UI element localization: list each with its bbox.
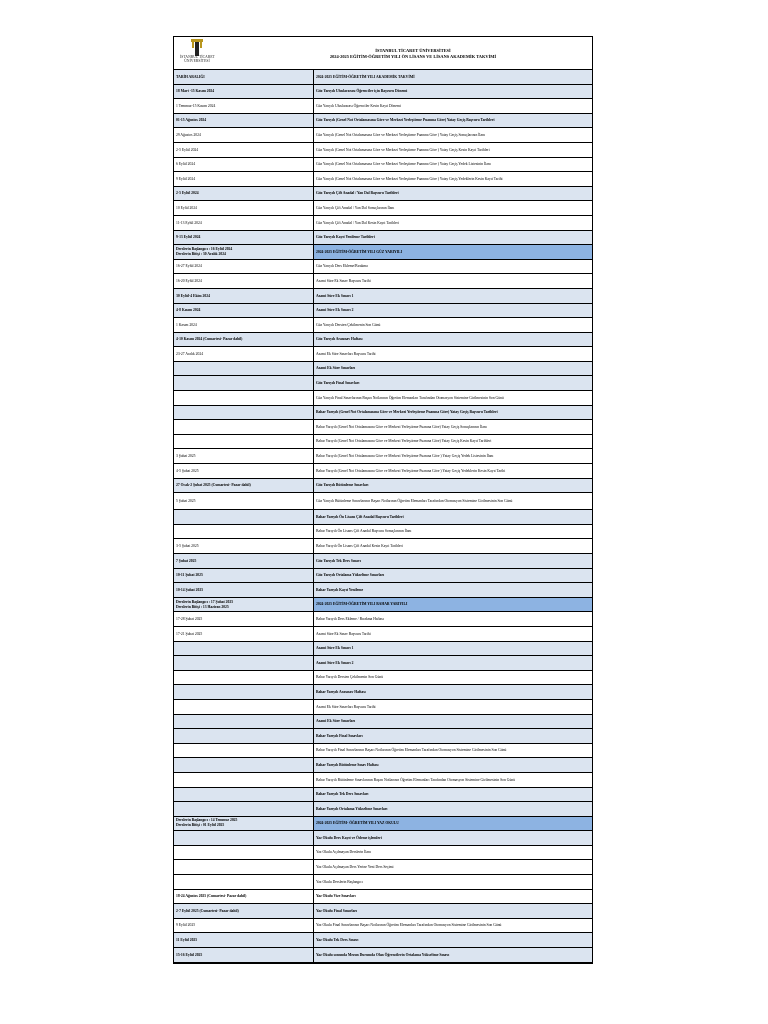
event-cell: Bahar Yarıyılı (Genel Not Ortalamasına Göre ve Merkezi Yerleştirme Puanına Göre ) Yatay Geçiş Yedeklerin Kesin Kayıt Tarihi: [314, 464, 593, 479]
date-cell: [174, 729, 314, 744]
event-cell: Bahar Yarıyılı Ders Ekleme / Bırakma Haftası: [314, 612, 593, 627]
event-cell: Bahar Yarıyılı Ön Lisans Çift Anadal Kesin Kayıt Tarihleri: [314, 539, 593, 554]
event-cell: Güz Yarıyılı Ortalama Yükseltme Sınavları: [314, 568, 593, 583]
event-cell: Yaz Okulu Tek Ders Sınavı: [314, 933, 593, 948]
event-cell: Azami Süre Ek Sınavı 2: [314, 303, 593, 318]
event-cell: Bahar Yarıyılı Ön Lisans Çift Anadal Başvuru Tarihleri: [314, 510, 593, 525]
event-cell: Azami Ek Süre Sınavları: [314, 361, 593, 376]
date-cell: 5 Şubat 2025: [174, 493, 314, 510]
table-row: [174, 186, 592, 201]
date-cell: 17-21 Şubat 2025: [174, 626, 314, 641]
date-cell: [174, 391, 314, 406]
logo-text-line1: İSTANBUL TİCARET: [180, 55, 215, 59]
semester-start: Derslerin Başlangıcı : 17 Şubat 2025: [176, 599, 234, 604]
event-cell: Güz Yarıyılı Dersten Çekilmenin Son Günü: [314, 318, 593, 333]
table-row: [174, 464, 592, 479]
table-row: [174, 860, 592, 875]
date-cell: 18 Mart -15 Kasım 2024: [174, 84, 314, 99]
calendar-title: 2024-2025 EĞİTİM-ÖĞRETİM YILI ÖN LİSANS VE LİSANS AKADEMİK TAKVİMİ: [329, 54, 497, 59]
event-cell: 2024-2025 EĞİTİM-ÖĞRETİM YILI AKADEMİK TAKVİMİ: [314, 70, 593, 84]
event-cell: Güz Yarıyılı Çift Anadal / Yan Dal Kesin Kayıt Tarihleri: [314, 215, 593, 230]
table-row: [174, 434, 592, 449]
event-cell: 2024-2025 EĞİTİM-ÖĞRETİM YILI BAHAR YARIYILI: [314, 597, 593, 612]
date-cell: [174, 758, 314, 773]
date-cell: 9 Eylül 2025: [174, 918, 314, 933]
table-row: [174, 904, 592, 919]
date-cell: 2-7 Eylül 2025 (Cumartesi- Pazar dahil): [174, 904, 314, 919]
event-cell: 2024-2025 EĞİTİM-ÖĞRETİM YILI GÜZ YARIYILI: [314, 245, 593, 260]
event-cell: Güz Yarıyılı Final Sınavlarının Başarı Notlarının Öğretim Elemanları Tarafından Otomasyon Sistemine Girilmesinin Son Günü: [314, 391, 593, 406]
tower-logo-icon: [190, 39, 204, 56]
table-row: [174, 729, 592, 744]
date-cell: 3-5 Şubat 2025: [174, 539, 314, 554]
university-logo: [180, 39, 214, 67]
table-row: [174, 656, 592, 671]
semester-start: Derslerin Başlangıcı : 16 Eylül 2024: [176, 246, 233, 251]
date-cell: [174, 670, 314, 685]
table-row: [174, 172, 592, 187]
table-row: [174, 347, 592, 362]
table-row: [174, 933, 592, 948]
event-cell: Yaz Okulu Ders Kayıt ve Ödeme işlemleri: [314, 831, 593, 846]
event-cell: Bahar Yarıyılı Ortalama Yükseltme Sınavları: [314, 802, 593, 817]
table-row: [174, 612, 592, 627]
table-row: [174, 918, 592, 933]
date-cell: [174, 699, 314, 714]
table-row: [174, 802, 592, 817]
event-cell: Bahar Yarıyılı (Genel Not Ortalamasına Göre ve Merkezi Yerleştirme Puanına Göre) Yatay Geçiş Sonuçlarının İlanı: [314, 420, 593, 435]
event-cell: Azami Süre Ek Sınav Başvuru Tarihi: [314, 626, 593, 641]
event-cell: Yaz Okulu Vize Sınavları: [314, 889, 593, 904]
table-row: [174, 405, 592, 420]
date-cell: [174, 420, 314, 435]
academic-calendar-document: [173, 36, 593, 964]
date-cell: 3 Şubat 2025: [174, 449, 314, 464]
table-row: [174, 493, 592, 510]
date-cell: 15-16 Eylül 2025: [174, 948, 314, 963]
logo-text-line2: ÜNİVERSİTESİ: [184, 58, 210, 63]
event-cell: Güz Yarıyılı (Genel Not Ortalamasına Göre ve Merkezi Yerleştirme Puanına Göre ) Yatay Geçiş Yedeklerin Kesin Kayıt Tarihi: [314, 172, 593, 187]
event-cell: Bahar Yarıyılı Arasınav Haftası: [314, 685, 593, 700]
semester-header-row: [174, 597, 592, 612]
event-cell: Yaz Okulu Açılmayan Derslerin İlanı: [314, 845, 593, 860]
date-cell: 10-14 Şubat 2025: [174, 583, 314, 598]
table-row: [174, 743, 592, 758]
semester-header-row: [174, 245, 592, 260]
date-cell: [174, 405, 314, 420]
table-row: [174, 142, 592, 157]
date-cell: 4-10 Kasım 2024 (Cumartesi- Pazar dahil): [174, 332, 314, 347]
event-cell: Yaz Okulu Derslerin Başlangıcı: [314, 875, 593, 890]
semester-end: Derslerin Bitişi : 01 Eylül 2025: [176, 823, 225, 828]
table-row: [174, 948, 592, 963]
event-cell: 2024-2025 EĞİTİM- ÖĞRETİM YILI YAZ OKULU: [314, 816, 593, 831]
event-cell: Güz Yarıyılı Çift Anadal / Yan Dal Sonuçlarının İlanı: [314, 201, 593, 216]
date-cell: 23-27 Aralık 2024: [174, 347, 314, 362]
semester-start: Derslerin Başlangıcı : 14 Temmuz 2025: [176, 818, 238, 823]
date-cell: [174, 845, 314, 860]
table-row: [174, 583, 592, 598]
event-cell: Güz Yarıyılı (Genel Not Ortalamasına Göre ve Merkezi Yerleştirme Puanına Göre ) Yatay Geçiş Sonuçlarının İlanı: [314, 128, 593, 143]
table-row: [174, 70, 592, 84]
semester-end: Derslerin Bitişi : 13 Haziran 2025: [176, 604, 229, 609]
table-row: [174, 758, 592, 773]
date-cell: [174, 787, 314, 802]
event-cell: Güz Yarıyılı Uluslararası Öğrenciler için Başvuru Dönemi: [314, 84, 593, 99]
event-cell: Güz Yarıyılı Çift Anadal / Yan Dal Başvuru Tarihleri: [314, 186, 593, 201]
event-cell: Azami Ek Süre Sınavları: [314, 714, 593, 729]
date-cell: 16-27 Eylül 2024: [174, 259, 314, 274]
event-cell: Güz Yarıyılı Arasınav Haftası: [314, 332, 593, 347]
event-cell: Bahar Yarıyılı Final Sınavları: [314, 729, 593, 744]
event-cell: Bahar Yarıyılı Tek Ders Sınavları: [314, 787, 593, 802]
date-cell: 10-11 Şubat 2025: [174, 568, 314, 583]
table-row: [174, 670, 592, 685]
date-cell: [174, 772, 314, 787]
table-row: [174, 478, 592, 493]
date-cell: 11-13 Eylül 2024: [174, 215, 314, 230]
table-row: [174, 626, 592, 641]
event-cell: Bahar Yarıyılı Final Sınavlarının Başarı Notlarının Öğretim Elemanları Tarafından Otomasyon Sistemine Girilmesinin Son Günü: [314, 743, 593, 758]
semester-end: Derslerin Bitişi : 30 Aralık 2024: [176, 251, 226, 256]
table-row: [174, 318, 592, 333]
event-cell: Güz Yarıyılı (Genel Not Ortalamasına Göre ve Merkezi Yerleştirme Puanına Göre ) Yatay Geçiş Kesin Kayıt Tarihleri: [314, 142, 593, 157]
table-row: [174, 772, 592, 787]
date-cell: 2-5 Eylül 2024: [174, 142, 314, 157]
table-row: [174, 685, 592, 700]
date-cell: 18-24 Ağustos 2025 (Cumartesi- Pazar dahil): [174, 889, 314, 904]
date-cell: 2-5 Eylül 2024: [174, 186, 314, 201]
event-cell: Azami Süre Ek Sınavı 1: [314, 288, 593, 303]
date-cell: [174, 743, 314, 758]
event-cell: Güz Yarıyılı (Genel Not Ortalamasına Göre ve Merkezi Yerleştirme Puanına Göre) Yatay Geçiş Başvuru Tarihleri: [314, 113, 593, 128]
event-cell: Yaz Okulu Final Sınavlarının Başarı Notlarının Öğretim Elemanları Tarafından Otomasyon Sistemine Girilmesinin Son Günü: [314, 918, 593, 933]
event-cell: Güz Yarıyılı Bütünleme Sınavlarının Başarı Notlarının Öğretim Elemanları Tarafından Otomasyon Sistemine Girilmesinin Son Günü: [314, 493, 593, 510]
date-cell: [174, 510, 314, 525]
event-cell: Güz Yarıyılı Kayıt Yenileme Tarihleri: [314, 230, 593, 245]
date-cell: 4-8 Kasım 2024: [174, 303, 314, 318]
date-cell: [174, 656, 314, 671]
table-row: [174, 831, 592, 846]
table-row: [174, 303, 592, 318]
calendar-table: [174, 70, 592, 963]
date-cell: 16-20 Eylül 2024: [174, 274, 314, 289]
event-cell: Güz Yarıyılı Uluslararası Öğrenciler Kesin Kayıt Dönemi: [314, 99, 593, 114]
table-row: [174, 113, 592, 128]
table-row: [174, 259, 592, 274]
date-cell: [174, 831, 314, 846]
semester-header-row: [174, 816, 592, 831]
table-row: [174, 539, 592, 554]
date-cell: 9-13 Eylül 2024: [174, 230, 314, 245]
table-row: [174, 714, 592, 729]
table-row: [174, 84, 592, 99]
event-cell: Güz Yarıyılı Final Sınavları: [314, 376, 593, 391]
event-cell: Yaz Okulu Açılmayan Ders Yerine Yeni Ders Seçimi: [314, 860, 593, 875]
date-cell: [174, 641, 314, 656]
event-cell: Azami Ek Süre Sınavları Başvuru Tarihi: [314, 347, 593, 362]
table-row: [174, 201, 592, 216]
event-cell: Bahar Yarıyılı Dersten Çekilmenin Son Günü: [314, 670, 593, 685]
table-row: [174, 376, 592, 391]
date-cell: 29 Ağustos 2024: [174, 128, 314, 143]
table-row: [174, 568, 592, 583]
table-row: [174, 128, 592, 143]
date-cell: [174, 860, 314, 875]
date-cell: 01-15 Ağustos 2024: [174, 113, 314, 128]
date-cell: [174, 597, 314, 612]
date-cell: [174, 685, 314, 700]
table-row: [174, 274, 592, 289]
event-cell: Bahar Yarıyılı Ön Lisans Çift Anadal Başvuru Sonuçlarının İlanı: [314, 524, 593, 539]
date-cell: 1 Kasım 2024: [174, 318, 314, 333]
table-row: [174, 875, 592, 890]
event-cell: Yaz Okulu Final Sınavları: [314, 904, 593, 919]
date-cell: TARİH ARALIĞI: [174, 70, 314, 84]
date-cell: [174, 714, 314, 729]
date-cell: 10 Eylül 2024: [174, 201, 314, 216]
date-cell: 4-5 Şubat 2025: [174, 464, 314, 479]
table-row: [174, 332, 592, 347]
table-row: [174, 449, 592, 464]
event-cell: Bahar Yarıyılı Kayıt Yenileme: [314, 583, 593, 598]
event-cell: Bahar Yarıyılı Bütünleme Sınav Haftası: [314, 758, 593, 773]
table-row: [174, 99, 592, 114]
table-row: [174, 699, 592, 714]
date-cell: 6 Eylül 2024: [174, 157, 314, 172]
date-cell: 7 Şubat 2025: [174, 554, 314, 569]
table-row: [174, 215, 592, 230]
event-cell: Güz Yarıyılı (Genel Not Ortalamasına Göre ve Merkezi Yerleştirme Puanına Göre ) Yatay Geçiş Yedek Listesinin İlanı: [314, 157, 593, 172]
date-cell: [174, 816, 314, 831]
table-row: [174, 845, 592, 860]
date-cell: 11 Eylül 2025: [174, 933, 314, 948]
table-row: [174, 510, 592, 525]
date-cell: 30 Eylül-4 Ekim 2024: [174, 288, 314, 303]
event-cell: Azami Süre Ek Sınavı 2: [314, 656, 593, 671]
event-cell: Azami Süre Ek Sınavı 1: [314, 641, 593, 656]
date-cell: [174, 802, 314, 817]
date-cell: [174, 245, 314, 260]
table-row: [174, 157, 592, 172]
table-row: [174, 524, 592, 539]
event-cell: Yaz Okulu sonunda Mezun Durumda Olan Öğrencilerin Ortalama Yükseltme Sınavı: [314, 948, 593, 963]
university-name: İSTANBUL TİCARET ÜNİVERSİTESİ: [375, 48, 451, 53]
table-row: [174, 288, 592, 303]
date-cell: [174, 524, 314, 539]
event-cell: Güz Yarıyılı Bütünleme Sınavları: [314, 478, 593, 493]
document-title: [234, 48, 592, 60]
date-cell: [174, 434, 314, 449]
event-cell: Azami Süre Ek Sınav Başvuru Tarihi: [314, 274, 593, 289]
table-row: [174, 420, 592, 435]
date-cell: 17-28 Şubat 2025: [174, 612, 314, 627]
event-cell: Güz Yarıyılı Ders Ekleme/Bırakma: [314, 259, 593, 274]
date-cell: [174, 875, 314, 890]
date-cell: [174, 376, 314, 391]
event-cell: Bahar Yarıyılı (Genel Not Ortalamasına Göre ve Merkezi Yerleştirme Puanına Göre) Yatay Geçiş Kesin Kayıt Tarihleri: [314, 434, 593, 449]
date-cell: [174, 361, 314, 376]
table-row: [174, 889, 592, 904]
table-row: [174, 230, 592, 245]
table-row: [174, 554, 592, 569]
event-cell: Bahar Yarıyılı (Genel Not Ortalamasına Göre ve Merkezi Yerleştirme Puanına Göre ) Yatay Geçiş Yedek Listesinin İlanı: [314, 449, 593, 464]
table-row: [174, 787, 592, 802]
table-row: [174, 361, 592, 376]
date-cell: 9 Eylül 2024: [174, 172, 314, 187]
document-header: [174, 37, 592, 70]
table-row: [174, 641, 592, 656]
date-cell: 27 Ocak-2 Şubat 2025 (Cumartesi- Pazar dahil): [174, 478, 314, 493]
table-row: [174, 391, 592, 406]
event-cell: Azami Ek Süre Sınavları Başvuru Tarihi: [314, 699, 593, 714]
date-cell: 1 Temmuz-15 Kasım 2024: [174, 99, 314, 114]
event-cell: Güz Yarıyılı Tek Ders Sınavı: [314, 554, 593, 569]
event-cell: Bahar Yarıyılı (Genel Not Ortalamasına Göre ve Merkezi Yerleştirme Puanına Göre) Yatay Geçiş Başvuru Tarihleri: [314, 405, 593, 420]
event-cell: Bahar Yarıyılı Bütünleme Sınavlarının Başarı Notlarının Öğretim Elemanları Tarafından Otomasyon Sistemine Girilmesinin Son Günü: [314, 772, 593, 787]
